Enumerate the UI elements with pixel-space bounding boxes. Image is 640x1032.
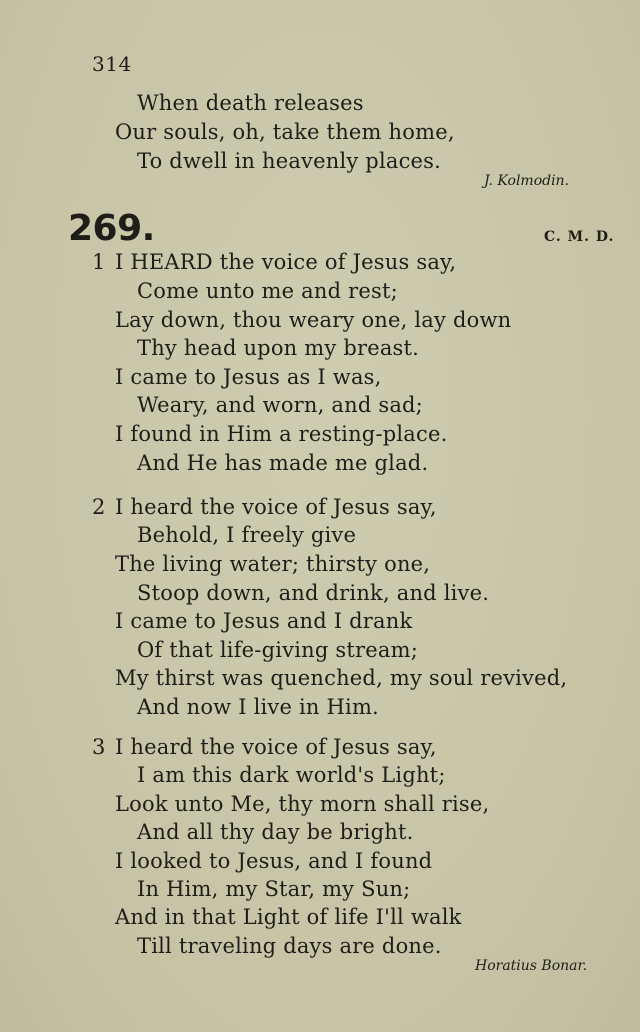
verse-line: I am this dark world's Light; <box>137 763 446 787</box>
verse-line: My thirst was quenched, my soul revived, <box>115 666 568 690</box>
verse-line: I came to Jesus and I drank <box>115 609 413 633</box>
verse-line: The living water; thirsty one, <box>115 552 431 576</box>
verse-line: And now I live in Him. <box>137 695 379 719</box>
verse-number: 3 <box>92 735 106 759</box>
hymn-meter: C. M. D. <box>544 229 615 245</box>
verse-line: Look unto Me, thy morn shall rise, <box>115 792 490 816</box>
verse-number: 2 <box>92 495 106 519</box>
verse-line: Of that life-giving stream; <box>137 638 418 662</box>
hymn-number: 269. <box>68 208 155 249</box>
prev-hymn-line: When death releases <box>137 91 364 115</box>
verse-number: 1 <box>92 250 106 274</box>
verse-line: And all thy day be bright. <box>137 820 414 844</box>
hymn-author: Horatius Bonar. <box>475 958 588 974</box>
prev-hymn-author: J. Kolmodin. <box>484 173 570 189</box>
prev-hymn-line: To dwell in heavenly places. <box>137 149 442 173</box>
verse-line: Lay down, thou weary one, lay down <box>115 308 512 332</box>
prev-hymn-line: Our souls, oh, take them home, <box>115 120 455 144</box>
verse-line: I heard the voice of Jesus say, <box>115 735 437 759</box>
verse-line: Come unto me and rest; <box>137 279 398 303</box>
verse-line: Weary, and worn, and sad; <box>137 393 423 417</box>
verse-line: I looked to Jesus, and I found <box>115 849 433 873</box>
verse-line: I came to Jesus as I was, <box>115 365 382 389</box>
verse-line: In Him, my Star, my Sun; <box>137 877 411 901</box>
verse-line: And He has made me glad. <box>137 451 429 475</box>
verse-line: I found in Him a resting-place. <box>115 422 448 446</box>
page-number: 314 <box>92 52 132 76</box>
verse-line: Behold, I freely give <box>137 523 357 547</box>
verse-line: I heard the voice of Jesus say, <box>115 495 437 519</box>
verse-line: And in that Light of life I'll walk <box>115 905 462 929</box>
verse-line: Stoop down, and drink, and live. <box>137 581 490 605</box>
verse-line: I HEARD the voice of Jesus say, <box>115 250 457 274</box>
verse-line: Till traveling days are done. <box>137 934 442 958</box>
verse-line: Thy head upon my breast. <box>137 336 420 360</box>
